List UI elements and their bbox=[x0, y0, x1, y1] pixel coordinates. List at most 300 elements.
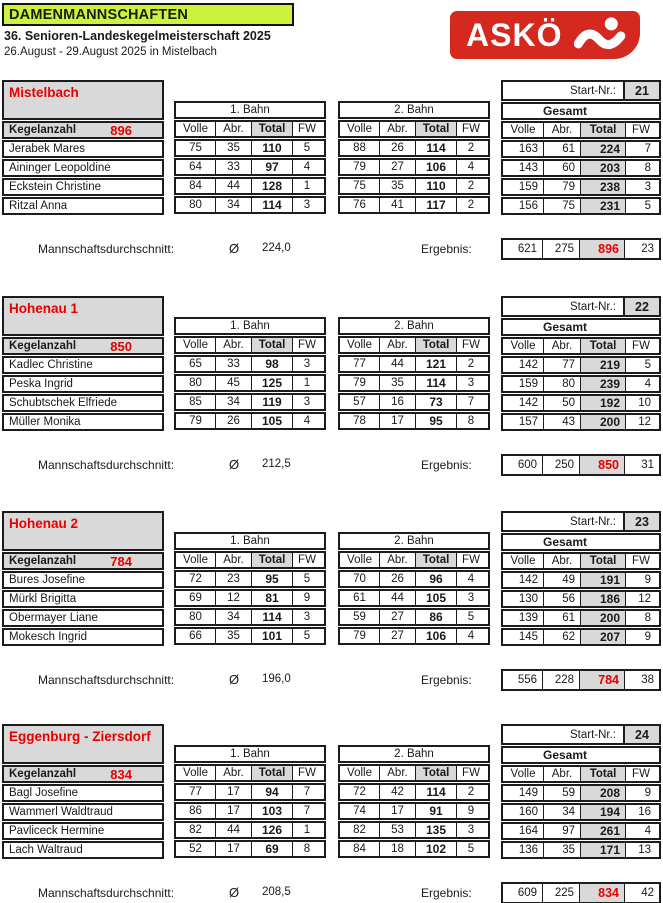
total-value: 105 bbox=[251, 414, 292, 428]
total-header: Total bbox=[580, 123, 625, 137]
volle-value: 72 bbox=[353, 786, 366, 798]
gesamt-column-headers bbox=[501, 765, 661, 783]
bahn1-header: 1. Bahn bbox=[174, 532, 326, 550]
total-header: Total bbox=[415, 338, 456, 352]
volle-header: Volle bbox=[183, 123, 208, 135]
ergebnis-table bbox=[501, 669, 661, 691]
volle-header: Volle bbox=[510, 124, 536, 136]
event-date-location: 26.August - 29.August 2025 in Mistelbach bbox=[4, 46, 217, 58]
volle-value: 72 bbox=[189, 573, 202, 585]
askoe-logo bbox=[450, 11, 640, 59]
volle-value: 78 bbox=[353, 415, 366, 427]
fw-total-value: 5 bbox=[625, 199, 656, 213]
team-column bbox=[2, 511, 164, 647]
fw-total-value: 12 bbox=[625, 592, 656, 606]
bahn1-score-row bbox=[174, 840, 326, 858]
volle-value: 75 bbox=[189, 142, 202, 154]
ergebnis-volle-value: 609 bbox=[517, 887, 537, 899]
summary-row bbox=[0, 669, 663, 691]
kegelanzahl-value: 896 bbox=[110, 122, 132, 138]
gesamt-column-headers bbox=[501, 337, 661, 355]
fw-total-value: 8 bbox=[625, 611, 656, 625]
total-value: 135 bbox=[415, 823, 456, 837]
abr-total-value: 56 bbox=[543, 592, 580, 606]
abr-header: Abr. bbox=[215, 553, 251, 567]
team-column bbox=[2, 80, 164, 216]
total-value: 128 bbox=[251, 179, 292, 193]
volle-total-value: 142 bbox=[518, 359, 538, 371]
ergebnis-abr-value: 228 bbox=[542, 671, 579, 689]
abr-value: 33 bbox=[215, 160, 251, 174]
total-total-value: 239 bbox=[580, 377, 625, 391]
volle-value: 66 bbox=[189, 630, 202, 642]
fw-value: 1 bbox=[292, 823, 321, 837]
bahn2-score-row bbox=[338, 355, 490, 373]
total-total-value: 231 bbox=[580, 199, 625, 213]
ergebnis-fw-value: 31 bbox=[624, 456, 659, 474]
total-value: 73 bbox=[415, 395, 456, 409]
bahn2-header: 2. Bahn bbox=[338, 532, 490, 550]
start-nr-value: 22 bbox=[623, 298, 659, 315]
player-name: Mokesch Ingrid bbox=[9, 631, 87, 643]
gesamt-header: Gesamt bbox=[501, 318, 661, 336]
abr-value: 35 bbox=[215, 629, 251, 643]
volle-value: 77 bbox=[353, 358, 366, 370]
bahn1-column-headers bbox=[174, 336, 326, 354]
gesamt-table bbox=[501, 724, 661, 860]
abr-total-value: 61 bbox=[543, 142, 580, 156]
abr-value: 26 bbox=[379, 141, 415, 155]
ergebnis-fw-value: 42 bbox=[624, 884, 659, 902]
gesamt-score-row bbox=[501, 784, 661, 802]
abr-total-value: 80 bbox=[543, 377, 580, 391]
start-nr-value: 24 bbox=[623, 726, 659, 743]
abr-value: 17 bbox=[215, 785, 251, 799]
start-nr-label: Start-Nr.: bbox=[569, 300, 616, 313]
total-value: 81 bbox=[251, 591, 292, 605]
fw-total-value: 5 bbox=[625, 358, 656, 372]
total-value: 86 bbox=[415, 610, 456, 624]
player-name: Schubtschek Elfriede bbox=[9, 397, 118, 409]
total-total-value: 208 bbox=[580, 786, 625, 800]
bahn1-score-row bbox=[174, 412, 326, 430]
team-name: Eggenburg - Ziersdorf bbox=[2, 724, 164, 764]
bahn2-score-row bbox=[338, 589, 490, 607]
volle-total-value: 164 bbox=[518, 825, 538, 837]
start-nr-row bbox=[501, 80, 661, 101]
bahn1-header: 1. Bahn bbox=[174, 745, 326, 763]
player-name: Lach Waltraud bbox=[9, 844, 83, 856]
start-nr-value: 23 bbox=[623, 513, 659, 530]
volle-value: 82 bbox=[353, 824, 366, 836]
kegelanzahl-row bbox=[2, 765, 164, 783]
abr-value: 34 bbox=[215, 395, 251, 409]
bahn2-column-headers bbox=[338, 764, 490, 782]
volle-total-value: 145 bbox=[518, 631, 538, 643]
total-total-value: 194 bbox=[580, 805, 625, 819]
abr-header: Abr. bbox=[543, 339, 580, 353]
total-value: 96 bbox=[415, 572, 456, 586]
kegelanzahl-row bbox=[2, 552, 164, 570]
player-name: Jerabek Mares bbox=[9, 143, 86, 155]
total-header: Total bbox=[251, 553, 292, 567]
player-row bbox=[2, 178, 164, 196]
fw-total-value: 10 bbox=[625, 396, 656, 410]
total-value: 114 bbox=[415, 785, 456, 799]
kegelanzahl-label: Kegelanzahl bbox=[9, 555, 77, 567]
bahn1-score-row bbox=[174, 177, 326, 195]
fw-value: 7 bbox=[292, 804, 321, 818]
bahn2-score-row bbox=[338, 802, 490, 820]
total-value: 114 bbox=[415, 376, 456, 390]
fw-value: 3 bbox=[292, 610, 321, 624]
ergebnis-fw-value: 23 bbox=[624, 240, 659, 258]
fw-value: 1 bbox=[292, 179, 321, 193]
volle-value: 80 bbox=[189, 611, 202, 623]
abr-total-value: 75 bbox=[543, 199, 580, 213]
abr-value: 44 bbox=[215, 823, 251, 837]
team-section-eggenburg-ziersdorf bbox=[0, 724, 663, 903]
fw-header: FW bbox=[456, 553, 485, 567]
volle-value: 80 bbox=[189, 199, 202, 211]
start-nr-row bbox=[501, 511, 661, 532]
volle-value: 79 bbox=[353, 161, 366, 173]
durchschnitt-label: Mannschaftsdurchschnitt: bbox=[38, 886, 175, 900]
total-value: 114 bbox=[251, 610, 292, 624]
gesamt-table bbox=[501, 511, 661, 647]
abr-value: 53 bbox=[379, 823, 415, 837]
volle-header: Volle bbox=[510, 555, 536, 567]
volle-total-value: 142 bbox=[518, 397, 538, 409]
volle-header: Volle bbox=[183, 339, 208, 351]
team-column bbox=[2, 724, 164, 860]
volle-value: 79 bbox=[189, 415, 202, 427]
volle-header: Volle bbox=[510, 768, 536, 780]
bahn1-score-row bbox=[174, 393, 326, 411]
volle-header: Volle bbox=[510, 340, 536, 352]
ergebnis-total-value: 896 bbox=[579, 240, 624, 258]
bahn1-score-row bbox=[174, 355, 326, 373]
fw-value: 2 bbox=[456, 179, 485, 193]
fw-header: FW bbox=[456, 338, 485, 352]
bahn2-table bbox=[338, 745, 490, 859]
abr-total-value: 97 bbox=[543, 824, 580, 838]
volle-total-value: 163 bbox=[518, 143, 538, 155]
total-value: 91 bbox=[415, 804, 456, 818]
fw-value: 4 bbox=[292, 160, 321, 174]
player-name: Aininger Leopoldine bbox=[9, 162, 111, 174]
abr-total-value: 61 bbox=[543, 611, 580, 625]
abr-header: Abr. bbox=[543, 123, 580, 137]
team-name: Mistelbach bbox=[2, 80, 164, 120]
team-section-hohenau-1 bbox=[0, 296, 663, 511]
gesamt-score-row bbox=[501, 628, 661, 646]
abr-total-value: 34 bbox=[543, 805, 580, 819]
total-value: 114 bbox=[251, 198, 292, 212]
fw-value: 8 bbox=[292, 842, 321, 856]
durchschnitt-label: Mannschaftsdurchschnitt: bbox=[38, 242, 175, 256]
total-value: 117 bbox=[415, 198, 456, 212]
abr-header: Abr. bbox=[379, 122, 415, 136]
bahn1-column-headers bbox=[174, 120, 326, 138]
fw-total-value: 9 bbox=[625, 786, 656, 800]
total-total-value: 192 bbox=[580, 396, 625, 410]
fw-value: 2 bbox=[456, 357, 485, 371]
player-name: Müller Monika bbox=[9, 416, 81, 428]
ergebnis-table bbox=[501, 454, 661, 476]
player-row bbox=[2, 571, 164, 589]
ergebnis-fw-value: 38 bbox=[624, 671, 659, 689]
player-row bbox=[2, 394, 164, 412]
bahn1-column-headers bbox=[174, 764, 326, 782]
start-nr-label: Start-Nr.: bbox=[569, 84, 616, 97]
fw-total-value: 4 bbox=[625, 824, 656, 838]
player-row bbox=[2, 628, 164, 646]
volle-value: 82 bbox=[189, 824, 202, 836]
volle-value: 76 bbox=[353, 199, 366, 211]
volle-total-value: 159 bbox=[518, 181, 538, 193]
kegelanzahl-row bbox=[2, 121, 164, 139]
bahn1-score-row bbox=[174, 196, 326, 214]
volle-total-value: 159 bbox=[518, 378, 538, 390]
bahn1-table bbox=[174, 101, 326, 215]
fw-value: 3 bbox=[292, 198, 321, 212]
fw-value: 2 bbox=[456, 198, 485, 212]
total-value: 110 bbox=[415, 179, 456, 193]
summary-row bbox=[0, 882, 663, 903]
total-value: 102 bbox=[415, 842, 456, 856]
abr-value: 35 bbox=[379, 179, 415, 193]
fw-value: 1 bbox=[292, 376, 321, 390]
fw-value: 4 bbox=[456, 572, 485, 586]
player-row bbox=[2, 803, 164, 821]
volle-value: 86 bbox=[189, 805, 202, 817]
kegelanzahl-value: 850 bbox=[110, 338, 132, 354]
fw-value: 3 bbox=[456, 376, 485, 390]
ergebnis-abr-value: 225 bbox=[542, 884, 579, 902]
total-value: 95 bbox=[415, 414, 456, 428]
player-list bbox=[2, 784, 164, 859]
player-name: Bures Josefine bbox=[9, 574, 86, 586]
volle-header: Volle bbox=[347, 339, 372, 351]
volle-value: 77 bbox=[189, 786, 202, 798]
abr-value: 35 bbox=[215, 141, 251, 155]
volle-header: Volle bbox=[183, 767, 208, 779]
bahn2-score-row bbox=[338, 783, 490, 801]
fw-header: FW bbox=[625, 123, 656, 137]
bahn2-score-row bbox=[338, 570, 490, 588]
start-nr-row bbox=[501, 296, 661, 317]
average-symbol: Ø bbox=[229, 241, 240, 256]
volle-value: 65 bbox=[189, 358, 202, 370]
kegelanzahl-value: 784 bbox=[110, 553, 132, 569]
player-row bbox=[2, 784, 164, 802]
player-name: Pavliceck Hermine bbox=[9, 825, 105, 837]
gesamt-header: Gesamt bbox=[501, 746, 661, 764]
bahn2-score-row bbox=[338, 158, 490, 176]
ergebnis-total-value: 834 bbox=[579, 884, 624, 902]
total-total-value: 200 bbox=[580, 415, 625, 429]
bahn2-score-row bbox=[338, 608, 490, 626]
abr-value: 17 bbox=[379, 414, 415, 428]
total-header: Total bbox=[251, 122, 292, 136]
volle-value: 70 bbox=[353, 573, 366, 585]
start-nr-label: Start-Nr.: bbox=[569, 515, 616, 528]
player-name: Peska Ingrid bbox=[9, 378, 73, 390]
abr-total-value: 59 bbox=[543, 786, 580, 800]
event-subtitle: 36. Senioren-Landeskegelmeisterschaft 2025 bbox=[4, 29, 271, 43]
volle-total-value: 136 bbox=[518, 844, 538, 856]
volle-total-value: 149 bbox=[518, 787, 538, 799]
bahn2-table bbox=[338, 532, 490, 646]
volle-value: 59 bbox=[353, 611, 366, 623]
bahn2-score-row bbox=[338, 821, 490, 839]
abr-header: Abr. bbox=[379, 766, 415, 780]
player-row bbox=[2, 375, 164, 393]
start-nr-value: 21 bbox=[623, 82, 659, 99]
page-title: DAMENMANNSCHAFTEN bbox=[2, 3, 294, 26]
total-total-value: 219 bbox=[580, 358, 625, 372]
volle-value: 61 bbox=[353, 592, 366, 604]
fw-value: 7 bbox=[292, 785, 321, 799]
start-nr-row bbox=[501, 724, 661, 745]
fw-value: 5 bbox=[456, 610, 485, 624]
gesamt-score-row bbox=[501, 356, 661, 374]
total-header: Total bbox=[415, 766, 456, 780]
fw-total-value: 9 bbox=[625, 573, 656, 587]
volle-value: 75 bbox=[353, 180, 366, 192]
fw-header: FW bbox=[456, 122, 485, 136]
player-row bbox=[2, 590, 164, 608]
fw-value: 8 bbox=[456, 414, 485, 428]
gesamt-score-row bbox=[501, 159, 661, 177]
gesamt-score-row bbox=[501, 609, 661, 627]
abr-value: 35 bbox=[379, 376, 415, 390]
gesamt-score-row bbox=[501, 571, 661, 589]
bahn2-score-row bbox=[338, 139, 490, 157]
abr-value: 42 bbox=[379, 785, 415, 799]
player-row bbox=[2, 140, 164, 158]
abr-value: 17 bbox=[215, 842, 251, 856]
durchschnitt-label: Mannschaftsdurchschnitt: bbox=[38, 673, 175, 687]
fw-total-value: 3 bbox=[625, 180, 656, 194]
total-value: 103 bbox=[251, 804, 292, 818]
abr-value: 44 bbox=[379, 357, 415, 371]
bahn2-score-row bbox=[338, 196, 490, 214]
abr-value: 44 bbox=[379, 591, 415, 605]
ergebnis-label: Ergebnis: bbox=[421, 458, 472, 472]
volle-value: 80 bbox=[189, 377, 202, 389]
average-symbol: Ø bbox=[229, 885, 240, 900]
total-header: Total bbox=[251, 338, 292, 352]
durchschnitt-value: 196,0 bbox=[262, 673, 291, 685]
fw-total-value: 4 bbox=[625, 377, 656, 391]
bahn1-score-row bbox=[174, 139, 326, 157]
bahn2-table bbox=[338, 101, 490, 215]
fw-header: FW bbox=[292, 338, 321, 352]
abr-total-value: 79 bbox=[543, 180, 580, 194]
volle-total-value: 156 bbox=[518, 200, 538, 212]
total-header: Total bbox=[580, 554, 625, 568]
volle-value: 64 bbox=[189, 161, 202, 173]
total-value: 69 bbox=[251, 842, 292, 856]
kegelanzahl-label: Kegelanzahl bbox=[9, 124, 77, 136]
total-value: 98 bbox=[251, 357, 292, 371]
fw-value: 9 bbox=[292, 591, 321, 605]
fw-value: 4 bbox=[456, 629, 485, 643]
total-total-value: 238 bbox=[580, 180, 625, 194]
bahn1-score-row bbox=[174, 608, 326, 626]
volle-value: 79 bbox=[353, 630, 366, 642]
durchschnitt-value: 224,0 bbox=[262, 242, 291, 254]
gesamt-score-row bbox=[501, 375, 661, 393]
fw-value: 3 bbox=[456, 823, 485, 837]
volle-total-value: 157 bbox=[518, 416, 538, 428]
volle-value: 74 bbox=[353, 805, 366, 817]
ergebnis-total-value: 850 bbox=[579, 456, 624, 474]
total-header: Total bbox=[251, 766, 292, 780]
player-list bbox=[2, 571, 164, 646]
volle-header: Volle bbox=[347, 554, 372, 566]
askoe-logo-text: ASKÖ bbox=[466, 17, 563, 53]
total-value: 119 bbox=[251, 395, 292, 409]
bahn1-header: 1. Bahn bbox=[174, 101, 326, 119]
fw-value: 5 bbox=[456, 842, 485, 856]
volle-total-value: 160 bbox=[518, 806, 538, 818]
total-value: 114 bbox=[415, 141, 456, 155]
total-total-value: 207 bbox=[580, 630, 625, 644]
bahn2-table bbox=[338, 317, 490, 431]
abr-value: 17 bbox=[215, 804, 251, 818]
gesamt-score-row bbox=[501, 841, 661, 859]
volle-value: 52 bbox=[189, 843, 202, 855]
bahn2-header: 2. Bahn bbox=[338, 745, 490, 763]
volle-total-value: 139 bbox=[518, 612, 538, 624]
gesamt-score-row bbox=[501, 822, 661, 840]
fw-value: 3 bbox=[292, 357, 321, 371]
gesamt-score-row bbox=[501, 394, 661, 412]
bahn2-score-row bbox=[338, 374, 490, 392]
bahn1-score-row bbox=[174, 783, 326, 801]
durchschnitt-label: Mannschaftsdurchschnitt: bbox=[38, 458, 175, 472]
abr-value: 27 bbox=[379, 629, 415, 643]
summary-row bbox=[0, 454, 663, 476]
gesamt-table bbox=[501, 296, 661, 432]
team-name: Hohenau 2 bbox=[2, 511, 164, 551]
fw-header: FW bbox=[292, 766, 321, 780]
gesamt-score-row bbox=[501, 197, 661, 215]
abr-header: Abr. bbox=[215, 338, 251, 352]
player-name: Eckstein Christine bbox=[9, 181, 102, 193]
fw-header: FW bbox=[292, 122, 321, 136]
player-row bbox=[2, 822, 164, 840]
abr-total-value: 62 bbox=[543, 630, 580, 644]
total-header: Total bbox=[415, 553, 456, 567]
bahn2-score-row bbox=[338, 412, 490, 430]
ergebnis-label: Ergebnis: bbox=[421, 673, 472, 687]
player-row bbox=[2, 197, 164, 215]
bahn2-header: 2. Bahn bbox=[338, 101, 490, 119]
volle-header: Volle bbox=[347, 767, 372, 779]
abr-total-value: 35 bbox=[543, 843, 580, 857]
total-value: 105 bbox=[415, 591, 456, 605]
player-name: Wammerl Waldtraud bbox=[9, 806, 113, 818]
total-total-value: 224 bbox=[580, 142, 625, 156]
kegelanzahl-label: Kegelanzahl bbox=[9, 340, 77, 352]
player-row bbox=[2, 356, 164, 374]
fw-value: 2 bbox=[456, 141, 485, 155]
abr-total-value: 49 bbox=[543, 573, 580, 587]
